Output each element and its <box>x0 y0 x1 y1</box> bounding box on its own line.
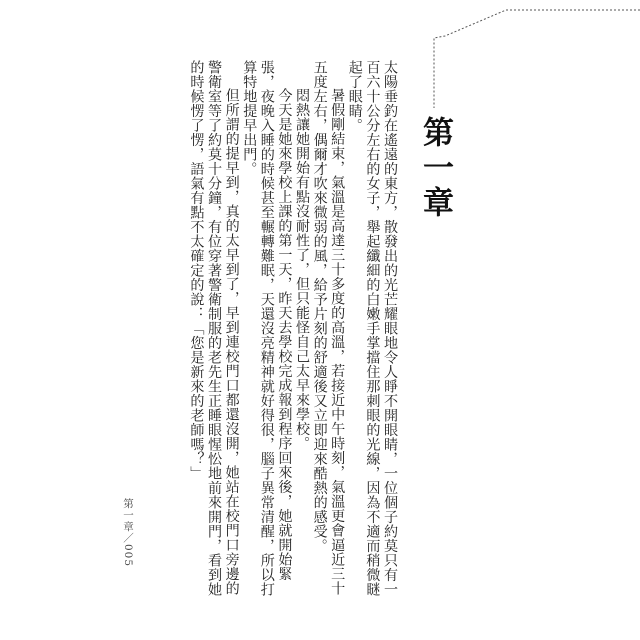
paragraph: 但所謂的提早到，真的太早到了，早到連校門口都還沒開，她站在校門口旁邊的警衛室等了約莫十分鐘，有位穿著警衛制服的老先生正睡眼惺忪地前來開門，看到她的時候愣了愣，語氣有點不太確定的說：「您是新來的老師嗎？」 <box>188 60 240 597</box>
chapter-title: 第一章 <box>417 116 453 221</box>
chapter-body-text <box>140 60 398 600</box>
paragraph: 太陽垂釣在遙遠的東方，散發出的光芒耀眼地令人睜不開眼睛，一位個子約莫只有一百六十公分左右的女子，舉起纖細的白嫩手掌擋住那刺眼的光線，因為不適而稍微瞇起了眼睛。 <box>346 60 398 597</box>
running-footer-page-number: 第一章／005 <box>122 498 134 568</box>
paragraph: 暑假剛結束，氣溫是高達三十多度的高溫，若接近中午時刻，氣溫更會逼近三十五度左右，偶爾才吹來微弱的風，給予片刻的舒適後又立即迎來酷熱的感受。 <box>311 60 346 596</box>
paragraph: 今天是她來學校上課的第一天，昨天去學校完成報到程序回來後，她就開始緊張，夜晚入睡的時候甚至輾轉難眠，天還沒亮精神就好得很，腦子異常清醒，所以打算特地提早出門。 <box>241 60 293 597</box>
paragraph: 悶熱讓她開始有點沒耐性了，但只能怪自己太早來學校。 <box>294 88 311 451</box>
